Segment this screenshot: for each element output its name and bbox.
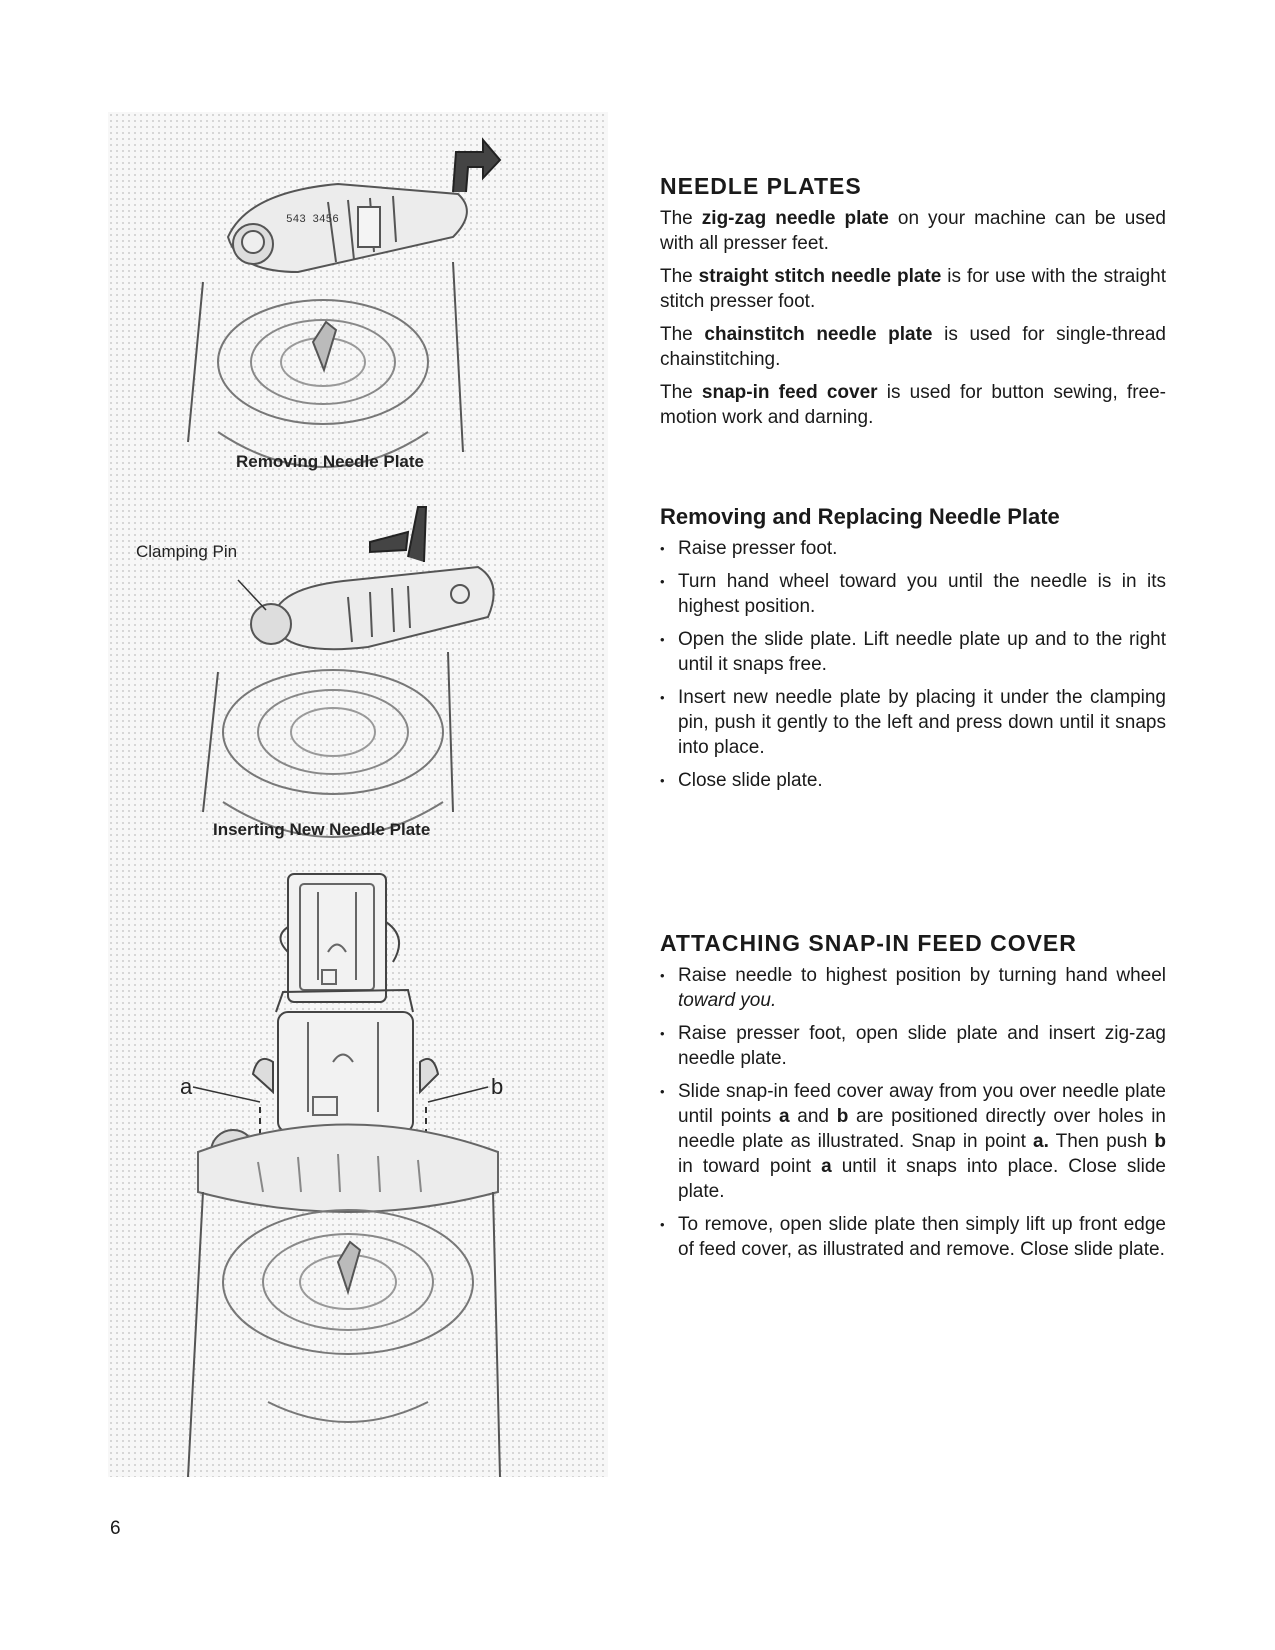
section-needle-plates bbox=[660, 173, 1166, 438]
section-attaching-feed-cover bbox=[660, 930, 1166, 1270]
list-item: • Turn hand wheel toward you until the needle is in its highest position. bbox=[660, 571, 1166, 617]
section-removing-replacing bbox=[660, 504, 1166, 801]
page-number: 6 bbox=[110, 1518, 121, 1539]
label-point-b: b bbox=[491, 1074, 504, 1099]
list-item: • Insert new needle plate by placing it under the clamping pin, push it gently to the left and press down until it snaps into place. bbox=[660, 687, 1166, 758]
figure-inserting-needle-plate bbox=[203, 507, 494, 837]
heading-attaching-feed-cover: ATTACHING SNAP-IN FEED COVER bbox=[660, 930, 1077, 956]
heading-needle-plates: NEEDLE PLATES bbox=[660, 173, 862, 199]
label-point-a: a bbox=[180, 1074, 193, 1099]
label-clamping-pin: Clamping Pin bbox=[136, 542, 238, 561]
list-item: • Raise needle to highest position by turning hand wheel toward you. bbox=[660, 965, 1166, 1011]
removing-steps-list bbox=[660, 536, 1166, 793]
list-item: • Raise presser foot. bbox=[660, 538, 838, 559]
list-item: • Slide snap-in feed cover away from you over needle plate until points a and b are positioned directly over holes in needle plate as illustrated. Snap in point a. Then push b in toward point a until it snaps into place. Close slide plate. bbox=[660, 1081, 1166, 1202]
figure-feed-cover-attached bbox=[188, 990, 500, 1477]
heading-removing-replacing: Removing and Replacing Needle Plate bbox=[660, 504, 1060, 529]
plate-scale-numbers: 543 3456 bbox=[286, 214, 339, 226]
sewing-machine-illustrations bbox=[108, 112, 608, 1477]
list-item: • Open the slide plate. Lift needle plate up and to the right until it snaps free. bbox=[660, 629, 1166, 675]
attaching-steps-list bbox=[660, 963, 1166, 1262]
caption-inserting-needle-plate: Inserting New Needle Plate bbox=[213, 820, 431, 839]
caption-removing-needle-plate: Removing Needle Plate bbox=[236, 452, 425, 471]
paragraph-feed-cover: The snap-in feed cover is used for button sewing, free-motion work and darning. bbox=[660, 382, 1166, 428]
list-item: • Close slide plate. bbox=[660, 770, 823, 791]
paragraph-chainstitch-plate: The chainstitch needle plate is used for single-thread chainstitching. bbox=[660, 324, 1166, 370]
list-item: • Raise presser foot, open slide plate and insert zig-zag needle plate. bbox=[660, 1023, 1166, 1069]
paragraph-straight-stitch-plate: The straight stitch needle plate is for use with the straight stitch presser foot. bbox=[660, 266, 1166, 312]
figure-feed-cover-flat bbox=[281, 874, 400, 1002]
illustration-panel bbox=[108, 112, 608, 1477]
figure-removing-needle-plate bbox=[188, 140, 500, 467]
paragraph-zigzag-plate: The zig-zag needle plate on your machine can be used with all presser feet. bbox=[660, 208, 1166, 254]
list-item: • To remove, open slide plate then simply lift up front edge of feed cover, as illustrated and remove. Close slide plate. bbox=[660, 1214, 1166, 1260]
